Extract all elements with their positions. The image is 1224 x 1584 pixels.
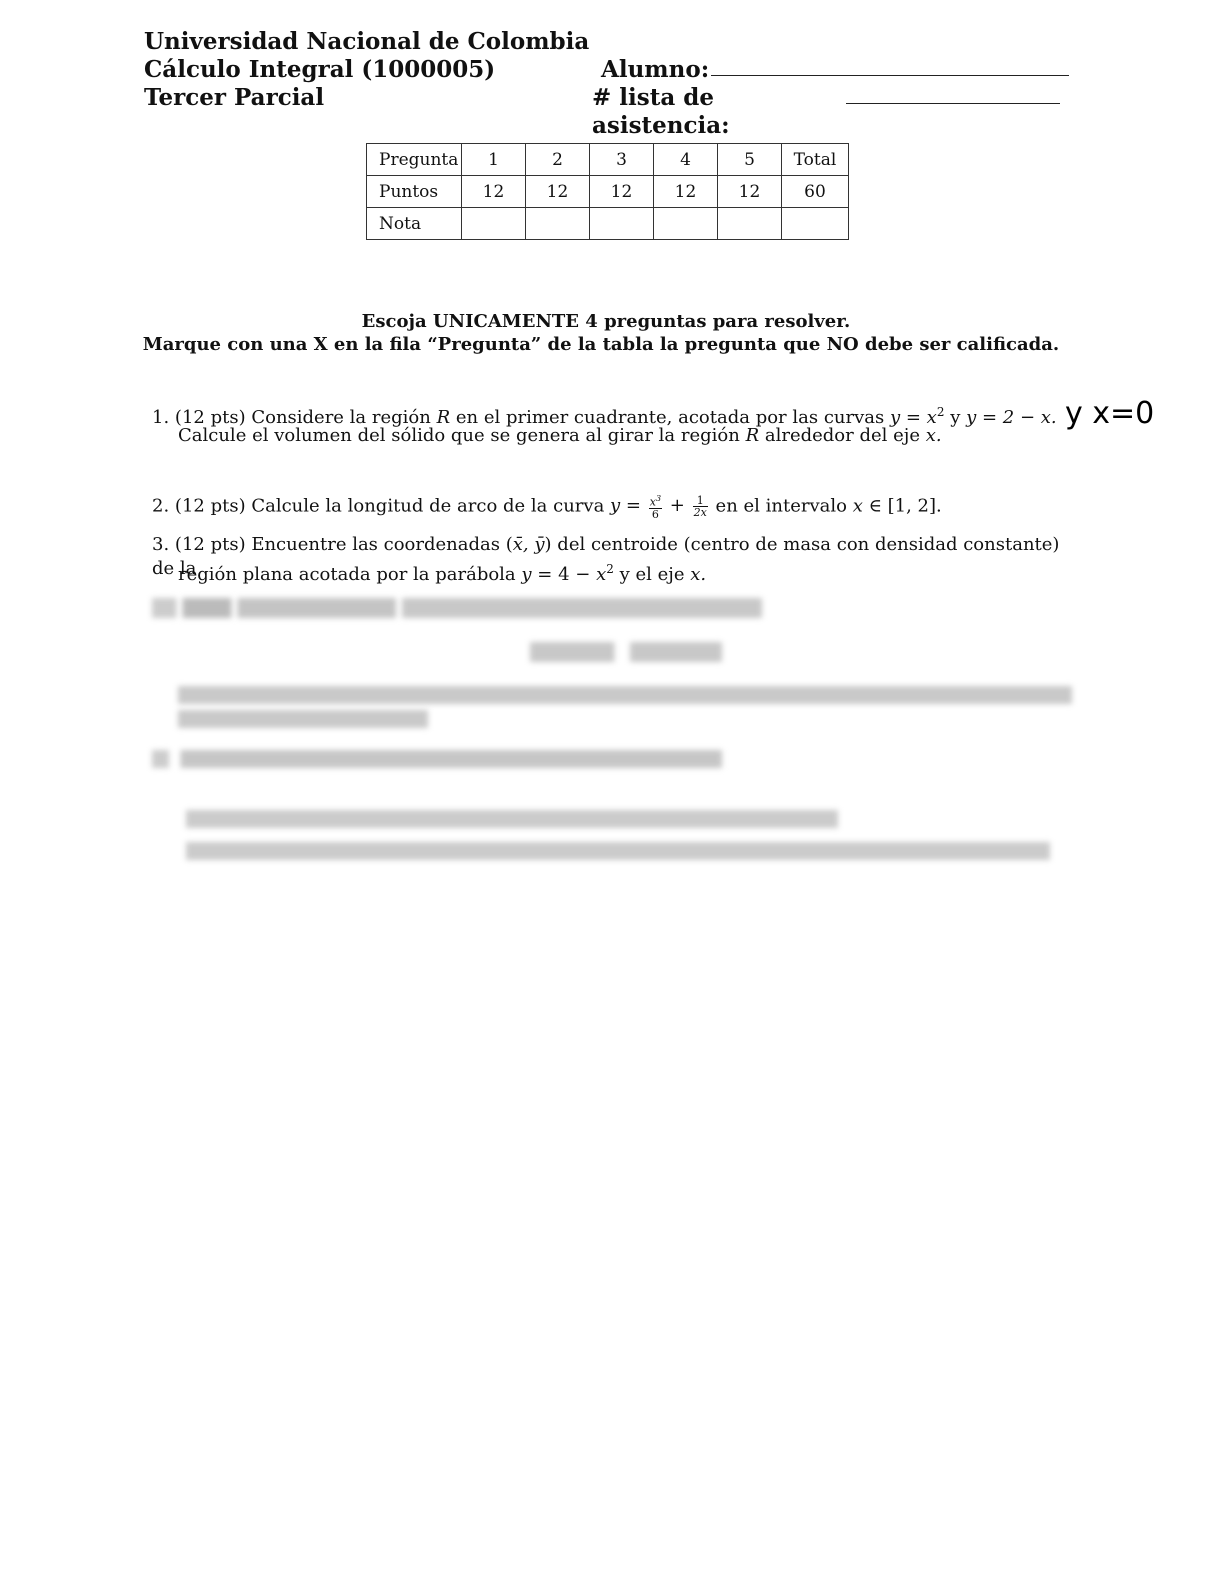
- question-1-line2-region: R: [745, 425, 760, 446]
- obscured-q4-line-3: [178, 710, 428, 728]
- question-1-line-2: [178, 424, 1078, 448]
- question-2-text-a: Calcule la longitud de arco de la curva: [251, 495, 605, 517]
- fraction-x3-over-6: $\frac{x^3}{6}$: [649, 494, 662, 521]
- question-1-region-symbol: R: [436, 407, 451, 428]
- university-name: Universidad Nacional de Colombia: [144, 28, 590, 55]
- table-row-pregunta: [367, 144, 849, 176]
- obscured-q4-line-2: [178, 686, 1072, 704]
- question-1-text-b: en el primer cuadrante, acotada por las curvas: [455, 407, 885, 428]
- course-name: Cálculo Integral (1000005): [144, 56, 496, 83]
- header-left: [144, 28, 589, 112]
- question-3-text-a: Encuentre las coordenadas: [251, 534, 500, 555]
- obscured-q5-part-a: [186, 810, 838, 828]
- grade-cell-2[interactable]: [526, 208, 590, 240]
- question-2-points: (12 pts): [174, 495, 246, 517]
- row-label-nota: Nota: [367, 208, 462, 240]
- question-2: [152, 493, 1072, 520]
- question-3-text-b: del centroide (centro de masa con densidad constante) de la: [152, 534, 1060, 579]
- points-2: 12: [526, 176, 590, 208]
- table-row-puntos: [367, 176, 849, 208]
- question-col-5[interactable]: 5: [718, 144, 782, 176]
- question-2-interval: x ∈ [1, 2].: [852, 495, 942, 517]
- attendance-label: # lista de asistencia:: [592, 84, 730, 139]
- question-col-1[interactable]: 1: [462, 144, 526, 176]
- student-label: Alumno:: [601, 56, 710, 83]
- points-5: 12: [718, 176, 782, 208]
- question-3-centroid-symbol: (x̄, ȳ): [505, 534, 552, 555]
- obscured-q5-part-b: [186, 842, 1050, 860]
- row-label-pregunta: Pregunta: [367, 144, 462, 176]
- points-4: 12: [654, 176, 718, 208]
- points-1: 12: [462, 176, 526, 208]
- question-1-number: 1.: [152, 407, 170, 428]
- grade-cell-5[interactable]: [718, 208, 782, 240]
- table-row-nota: [367, 208, 849, 240]
- question-2-text-b: en el intervalo: [715, 495, 847, 517]
- grade-cell-4[interactable]: [654, 208, 718, 240]
- grade-cell-3[interactable]: [590, 208, 654, 240]
- question-col-2[interactable]: 2: [526, 144, 590, 176]
- student-name-line[interactable]: [711, 75, 1069, 76]
- question-1-line2-text-b: alrededor del eje: [764, 425, 921, 446]
- handwritten-annotation: y x=0: [1065, 396, 1155, 431]
- points-3: 12: [590, 176, 654, 208]
- question-2-number: 2.: [152, 495, 170, 517]
- score-table: [366, 143, 849, 240]
- question-1-curves-formula: $y = x^2$ y y = 2 − x.: [889, 405, 1057, 428]
- grade-cell-1[interactable]: [462, 208, 526, 240]
- question-1-points: (12 pts): [174, 407, 246, 428]
- question-3-parabola-formula: $y = 4 - x^2$: [521, 562, 614, 585]
- attendance-number-line[interactable]: [846, 103, 1060, 104]
- obscured-q4-formula: [530, 642, 722, 662]
- obscured-q4-line-1: [152, 598, 762, 618]
- question-1-line2-text: Calcule el volumen del sólido que se genera al girar la región: [178, 425, 740, 446]
- fraction-1-over-2x: $\frac{1}{2x}$: [693, 493, 707, 519]
- question-3-line-2: [178, 557, 1078, 587]
- question-3-line2-text-b: y el eje: [619, 564, 685, 585]
- question-1-text-a: Considere la región: [251, 407, 431, 428]
- question-3-points: (12 pts): [174, 534, 246, 555]
- question-col-total: Total: [782, 144, 849, 176]
- exam-name: Tercer Parcial: [144, 84, 325, 111]
- question-col-4[interactable]: 4: [654, 144, 718, 176]
- question-3-line2-text-a: región plana acotada por la parábola: [178, 564, 516, 585]
- instruction-line-2: Marque con una X en la fila “Pregunta” de la tabla la pregunta que NO debe ser calificada.: [142, 334, 1060, 355]
- grade-cell-total[interactable]: [782, 208, 849, 240]
- obscured-q5-line-1: [152, 750, 722, 768]
- question-col-3[interactable]: 3: [590, 144, 654, 176]
- question-3-axis-symbol: x.: [690, 564, 707, 585]
- instruction-line-1: Escoja UNICAMENTE 4 preguntas para resolver.: [361, 311, 851, 332]
- row-label-puntos: Puntos: [367, 176, 462, 208]
- question-2-curve-formula: y = $\frac{x^3}{6}$ + $\frac{1}{2x}$: [610, 493, 707, 521]
- question-3-number: 3.: [152, 534, 170, 555]
- question-1-axis-symbol: x.: [925, 425, 942, 446]
- points-total: 60: [782, 176, 849, 208]
